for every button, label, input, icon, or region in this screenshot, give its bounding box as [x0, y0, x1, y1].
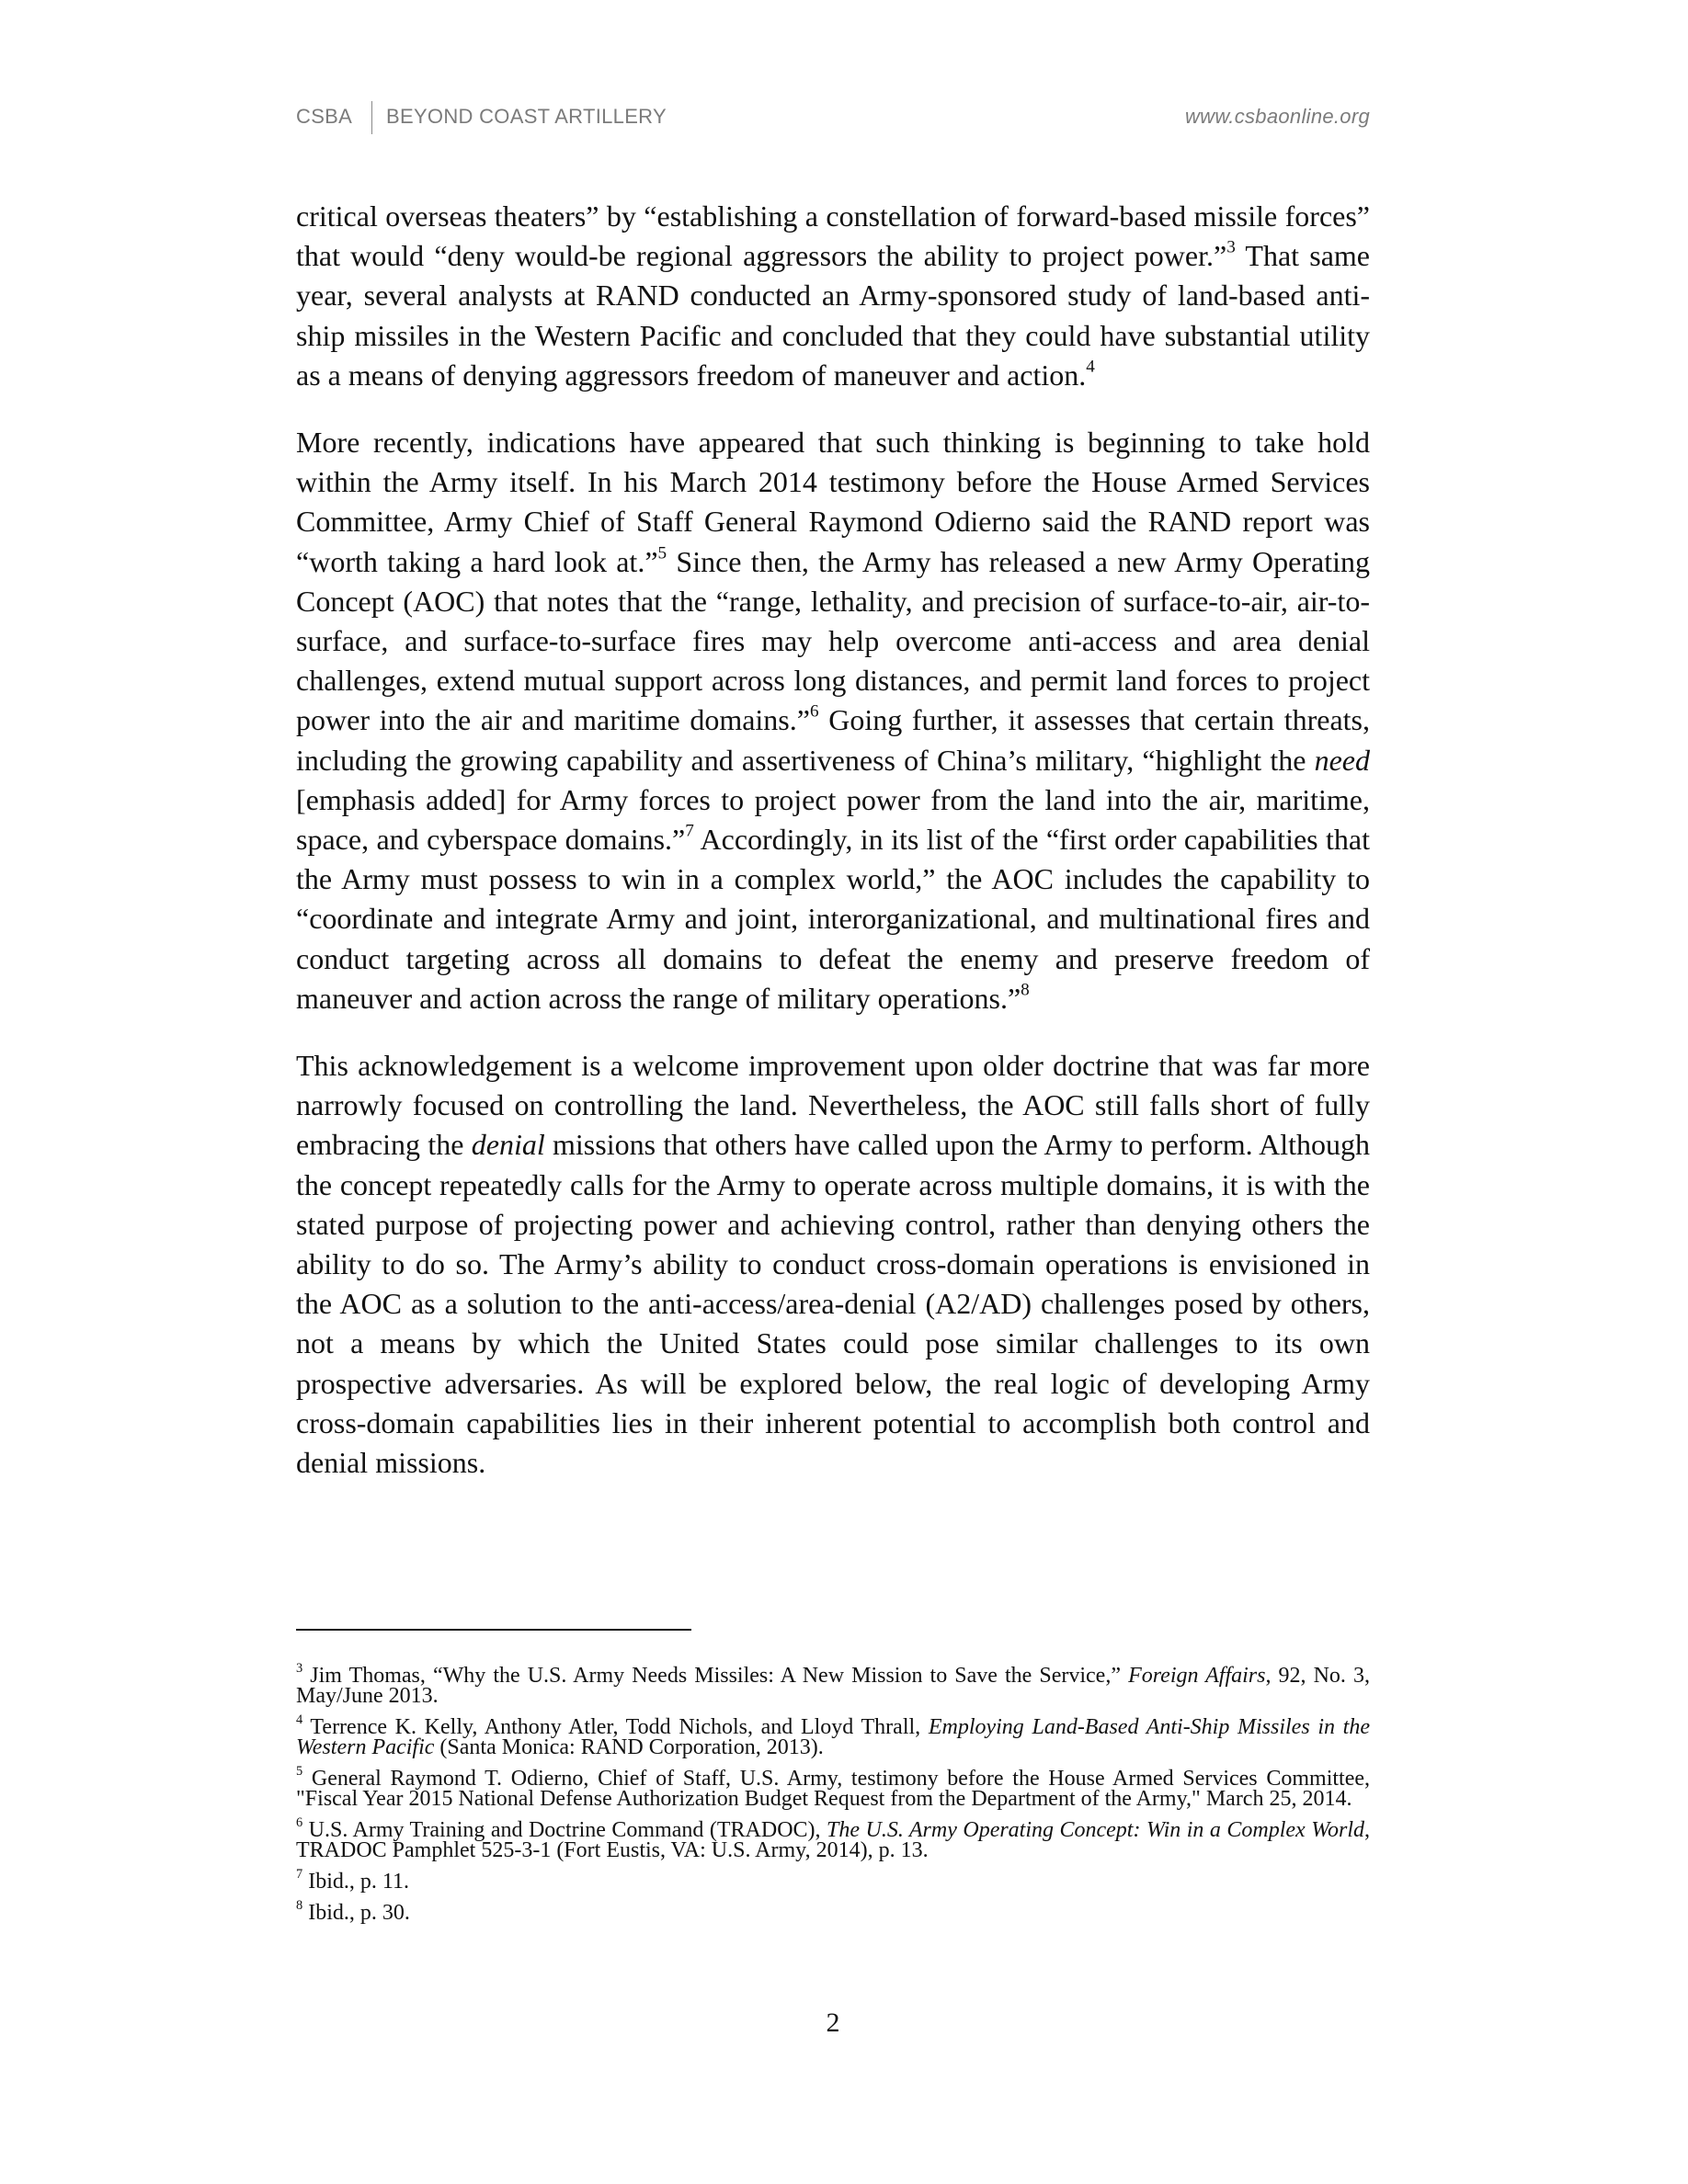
footnote-ref-5: 5	[657, 543, 667, 563]
footnote-number: 3	[296, 1661, 303, 1677]
footnote-ref-8: 8	[1021, 980, 1030, 1000]
footnote-6-text-a: U.S. Army Training and Doctrine Command (TRADOC),	[302, 1818, 827, 1842]
paragraph-2	[296, 423, 1370, 1018]
paragraph-1	[296, 197, 1370, 395]
paragraph-2-text-e: Accordingly, in its list of the “first order capabilities that the Army must possess to win in a complex world,” the AOC includes the capability to “coordinate and integrate Army and joint, interorganizational, and multinational fires and conduct targeting across all domains to defeat the enemy and preserve freedom of maneuver and action across the range of military operations.”	[296, 823, 1371, 1015]
paragraph-2-text-b: Since then, the Army has released a new Army Operating Concept (AOC) that notes that the “range, lethality, and precision of surface-to-air, air-to-surface, and surface-to-surface fires may help overcome anti-access and area denial challenges, extend mutual support across long distances, and permit land forces to project power into the air and maritime domains.”	[296, 544, 1371, 737]
footnote-number: 7	[296, 1867, 303, 1883]
footnote-number: 8	[296, 1898, 303, 1914]
footnote-3	[296, 1661, 1370, 1708]
footnote-8-text: Ibid., p. 30.	[302, 1901, 410, 1925]
footnote-ref-3: 3	[1226, 237, 1236, 257]
footnote-6	[296, 1815, 1370, 1862]
body-text	[296, 197, 1370, 1510]
header-website: www.csbaonline.org	[1184, 105, 1370, 128]
footnote-number: 6	[296, 1815, 303, 1831]
paragraph-3	[296, 1046, 1370, 1483]
footnote-3-text-a: Jim Thomas, “Why the U.S. Army Needs Missiles: A New Mission to Save the Service,”	[302, 1664, 1129, 1688]
paragraph-1-text-b: That same year, several analysts at RAND conducted an Army-sponsored study of land-based anti-ship missiles in the Western Pacific and concluded that they could have substantial utility as a means of denying aggressors freedom of maneuver and action.	[296, 239, 1371, 392]
footnote-5-text: General Raymond T. Odierno, Chief of Staff, U.S. Army, testimony before the House Armed Services Committee, "Fiscal Year 2015 National Defense Authorization Budget Request from the Department of the Army," March 25, 2014.	[296, 1767, 1370, 1811]
footnote-number: 5	[296, 1764, 303, 1780]
footnote-4-text-b: (Santa Monica: RAND Corporation, 2013).	[434, 1735, 824, 1759]
paragraph-2-text-d: [emphasis added] for Army forces to project power from the land into the air, maritime, space, and cyberspace domains.”	[296, 782, 1370, 857]
running-header	[296, 101, 1370, 138]
footnote-3-title: Foreign Affairs	[1128, 1664, 1266, 1688]
footnote-4-title: Employing Land-Based Anti-Ship Missiles in the Western Pacific	[296, 1715, 1370, 1759]
paragraph-1-text-a: critical overseas theaters” by “establishing a constellation of forward-based missile forces” that would “deny would-be regional aggressors the ability to project power.”	[296, 199, 1370, 273]
paragraph-3-text-b: missions that others have called upon the Army to perform. Although the concept repeatedly calls for the Army to operate across multiple domains, it is with the stated purpose of projecting power and achieving control, rather than denying others the ability to do so. The Army’s ability to conduct cross-domain operations is envisioned in the AOC as a solution to the anti-access/area-denial (A2/AD) challenges posed by others, not a means by which the United States could pose similar challenges to its own prospective adversaries. As will be explored below, the real logic of developing Army cross-domain capabilities lies in their inherent potential to accomplish both control and denial missions.	[296, 1128, 1371, 1480]
footnote-6-title: The U.S. Army Operating Concept: Win in a Complex World	[827, 1818, 1364, 1842]
footnote-4	[296, 1712, 1370, 1759]
footnote-6-text-b: , TRADOC Pamphlet 525-3-1 (Fort Eustis, VA: U.S. Army, 2014), p. 13.	[296, 1818, 1370, 1862]
paragraph-3-text-a: This acknowledgement is a welcome improvement upon older doctrine that was far more narrowly focused on controlling the land. Nevertheless, the AOC still falls short of fully embracing the	[296, 1049, 1370, 1162]
footnote-number: 4	[296, 1712, 303, 1728]
footnotes	[296, 1661, 1370, 1934]
page-number: 2	[826, 2008, 840, 2038]
paragraph-3-emphasis: denial	[471, 1128, 545, 1162]
footnote-ref-4: 4	[1086, 357, 1095, 377]
footnote-separator	[296, 1629, 691, 1631]
paragraph-2-emphasis: need	[1314, 743, 1370, 777]
header-divider	[371, 101, 372, 134]
footnote-3-text-b: , 92, No. 3, May/June 2013.	[296, 1664, 1370, 1708]
paragraph-2-text-c: Going further, it assesses that certain threats, including the growing capability and assertiveness of China’s military, “highlight the	[296, 703, 1371, 777]
footnote-7	[296, 1867, 1370, 1894]
footnote-7-text: Ibid., p. 11.	[302, 1870, 409, 1894]
footnote-5	[296, 1764, 1370, 1811]
paragraph-2-text-a: More recently, indications have appeared that such thinking is beginning to take hold within the Army itself. In his March 2014 testimony before the House Armed Services Committee, Army Chief of Staff General Raymond Odierno said the RAND report was “worth taking a hard look at.”	[296, 426, 1370, 578]
footnote-8	[296, 1898, 1370, 1925]
footnote-4-text-a: Terrence K. Kelly, Anthony Atler, Todd Nichols, and Lloyd Thrall,	[302, 1715, 929, 1739]
footnote-ref-7: 7	[685, 821, 694, 841]
footnote-ref-6: 6	[809, 702, 819, 722]
header-series-title: BEYOND COAST ARTILLERY	[386, 105, 667, 128]
header-org: CSBA	[296, 105, 353, 128]
